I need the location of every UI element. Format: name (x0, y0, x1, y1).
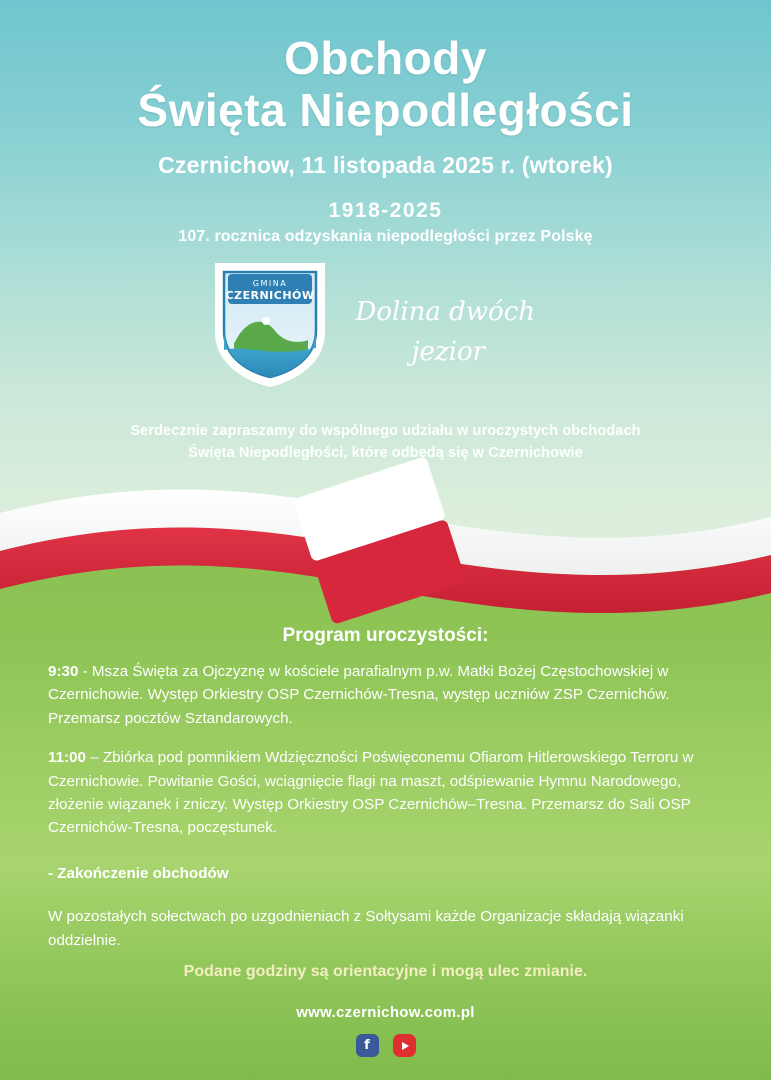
youtube-icon[interactable] (393, 1034, 416, 1057)
header-block (0, 34, 771, 246)
event-date: Czernichow, 11 listopada 2025 r. (wtorek) (158, 152, 613, 179)
gmina-czernichow-crest-icon (206, 258, 334, 390)
logo-row (0, 258, 771, 390)
page-title-line1: Obchody (284, 32, 487, 84)
invitation-line2: Święta Niepodległości, które odbędą się w Czernichowie (188, 445, 583, 462)
program-item-hour: 11:00 (48, 749, 87, 767)
social-links (0, 1034, 771, 1057)
program-item (48, 746, 724, 840)
facebook-icon[interactable] (356, 1034, 379, 1057)
program-body (48, 660, 724, 952)
invitation-block (0, 420, 771, 465)
slogan-line2: jezior (411, 337, 486, 368)
page-title-line2: Święta Niepodległości (137, 83, 634, 136)
program-item (48, 660, 724, 730)
polish-flag-ribbon (0, 455, 771, 645)
anniversary-text: 107. rocznica odzyskania niepodległości przez Polskę (178, 228, 593, 246)
invitation-line1: Serdecznie zapraszamy do wspólnego udziału w uroczystych obchodach (130, 423, 641, 439)
slogan-line1: Dolina dwóch (355, 297, 535, 327)
years-range: 1918-2025 (328, 199, 443, 223)
slogan (356, 292, 566, 373)
website-link[interactable]: www.czernichow.com.pl (296, 1004, 475, 1021)
program-item-hour: 9:30 (48, 663, 79, 680)
program-note: W pozostałych sołectwach po uzgodnieniach z Sołtysami każde Organizacje składają wiązanki oddzielnie. (48, 908, 684, 949)
program-heading: Program uroczystości: (282, 625, 489, 646)
crest-top-text: GMINA (252, 279, 287, 288)
footer-note: Podane godziny są orientacyjne i mogą ulec zmianie. (183, 963, 588, 980)
crest-main-text: CZERNICHÓW (224, 289, 315, 302)
facebook-glyph: f (364, 1038, 370, 1053)
play-triangle-icon (402, 1042, 409, 1050)
program-item-text: – Zbiórka pod pomnikiem Wdzięczności Poświęconemu Ofiarom Hitlerowskiego Terroru w Czernichowie. Powitanie Gości, wciągnięcie flagi na maszt, odśpiewanie Hymnu Narodowego, złożenie wiązanek i zniczy. Występ Orkiestry OSP Czernichów–Tresna. Przemarsz do Sali OSP Czernichów-Tresna, poczęstunek. (48, 749, 694, 837)
program-item-text: - Msza Święta za Ojczyznę w kościele parafialnym p.w. Matki Bożej Częstochowskiej w Czernichowie. Występ Orkiestry OSP Czernichów-Tresna, występ uczniów ZSP Czernichów. Przemarsz pocztów Sztandarowych. (48, 663, 670, 727)
program-end: - Zakończenie obchodów (48, 864, 229, 882)
